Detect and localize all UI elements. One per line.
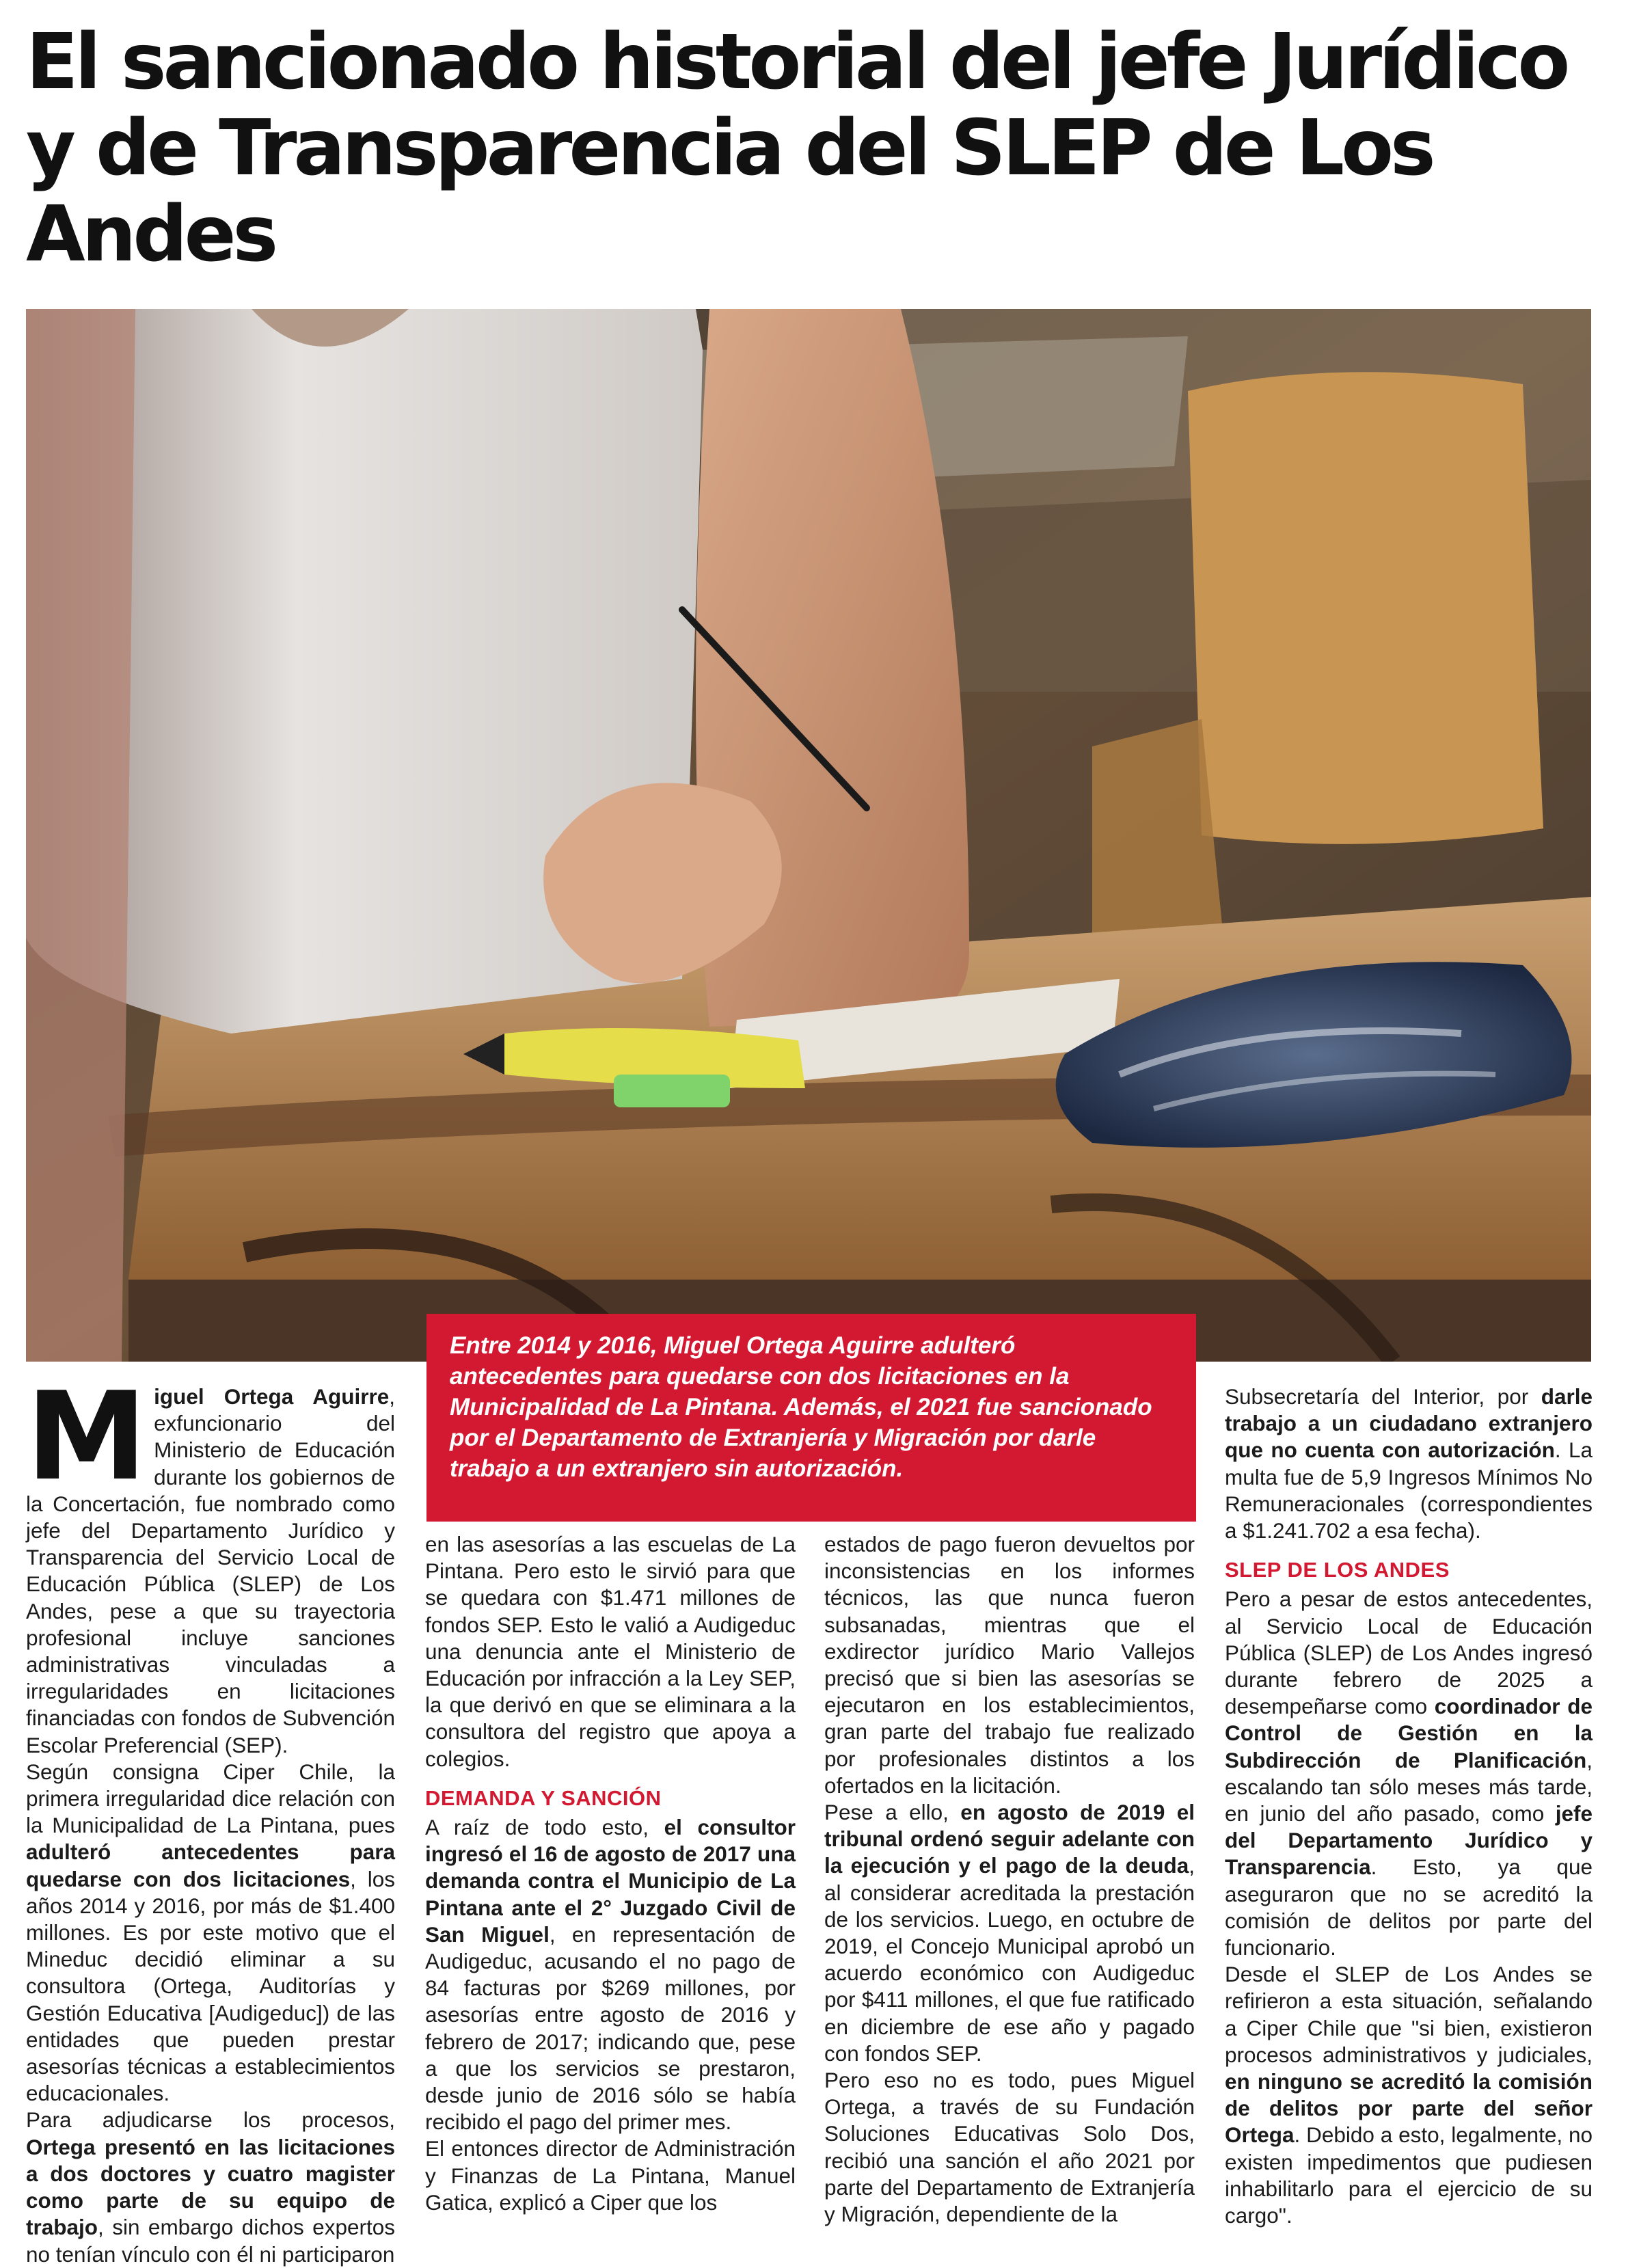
section-subhead: SLEP DE LOS ANDES (1225, 1558, 1450, 1582)
paragraph: Pero a pesar de estos antecedentes, al Servicio Local de Educación Pública (SLEP) de Los Andes ingresó durante febrero de 2025 a desempeñarse como coordinador de Control de Gestión en la Subdirección de Planificación, escalando tan sólo meses más tarde, en junio del año pasado, como jefe del Departamento Jurídico y Transparencia. Esto, ya que aseguraron que no se acreditó la comisión de delitos por parte del funcionario. (1225, 1587, 1593, 1960)
section-subhead: DEMANDA Y SANCIÓN (425, 1785, 662, 1810)
article-column-3 (824, 1531, 1195, 2228)
paragraph: estados de pago fueron devueltos por inconsistencias en los informes técnicos, las que nunca fueron subsanadas, mientras que el exdirector jurídico Mario Vallejos precisó que si bien las asesorías se ejecutaron en los establecimientos, gran parte del trabajo fue realizado por profesionales distintos a los ofertados en la licitación. (824, 1532, 1195, 1798)
lead-paragraph: Miguel Ortega Aguirre, exfuncionario del Ministerio de Educación durante los gobiernos de la Concertación, fue nombrado como jefe del Departamento Jurídico y Transparencia del Servicio Local de Educación Pública (SLEP) de Los Andes, pese a que su trayectoria profesional incluye sanciones administrativas vinculadas a irregularidades en licitaciones financiadas con fondos de Subvención Escolar Preferencial (SEP). (26, 1366, 395, 1757)
drop-cap: M (26, 1366, 144, 1507)
student-exam-photo (26, 309, 1591, 1362)
article-column-4 (1225, 1383, 1593, 2229)
paragraph: Según consigna Ciper Chile, la primera irregularidad dice relación con la Municipalidad de La Pintana, pues adulteró antecedentes para quedarse con dos licitaciones, los años 2014 y 2016, por más de $1.400 millones. Es por este motivo que el Mineduc decidió eliminar a su consultora (Ortega, Auditorías y Gestión Educativa [Audigeduc]) de las entidades que pueden prestar asesorías técnicas a establecimientos educacionales. (26, 1759, 395, 2106)
article-photo (26, 309, 1591, 1362)
paragraph: Subsecretaría del Interior, por darle trabajo a un ciudadano extranjero que no cuenta con autorización. La multa fue de 5,9 Ingresos Mínimos No Remuneracionales (correspondientes a $1.241.702 a esa fecha). (1225, 1384, 1593, 1543)
highlight-callout: Entre 2014 y 2016, Miguel Ortega Aguirre adulteró antecedentes para quedarse con dos licitaciones en la Municipalidad de La Pintana. Además, el 2021 fue sancionado por el Departamento de Extranjería y Migración por darle trabajo a un extranjero sin autorización. (426, 1314, 1196, 1522)
paragraph: Desde el SLEP de Los Andes se refirieron a esta situación, señalando a Ciper Chile que "si bien, existieron procesos administrativos y judiciales, en ninguno se acreditó la comisión de delitos por parte del señor Ortega. Debido a esto, legalmente, no existen impedimentos que pudiesen inhabilitarlo para el ejercicio de su cargo". (1225, 1962, 1593, 2228)
paragraph: en las asesorías a las escuelas de La Pintana. Pero esto le sirvió para que se quedara con $1.471 millones de fondos SEP. Esto le valió a Audigeduc una denuncia ante el Ministerio de Educación por infracción a la Ley SEP, la que derivó en que se eliminara a la consultora del registro que apoya a colegios. (425, 1532, 796, 1771)
paragraph: A raíz de todo esto, el consultor ingresó el 16 de agosto de 2017 una demanda contra el Municipio de La Pintana ante el 2° Juzgado Civil de San Miguel, en representación de Audigeduc, acusando el no pago de 84 facturas por $269 millones, por asesorías entre agosto de 2016 y febrero de 2017; indicando que, pese a que los servicios se prestaron, desde junio de 2016 sólo se había recibido el pago del primer mes. (425, 1815, 796, 2135)
paragraph: Pero eso no es todo, pues Miguel Ortega, a través de su Fundación Soluciones Educativas Solo Dos, recibió una sanción el año 2021 por parte del Departamento de Extranjería y Migración, dependiente de la (824, 2068, 1195, 2227)
article-column-1 (26, 1366, 395, 2268)
headline: El sancionado historial del jefe Jurídico y de Transparencia del SLEP de Los Andes (26, 18, 1567, 279)
paragraph: Para adjudicarse los procesos, Ortega presentó en las licitaciones a dos doctores y cuatro magister como parte de su equipo de trabajo, sin embargo dichos expertos no tenían vínculo con él ni participaron (26, 2107, 395, 2267)
article-column-2 (425, 1531, 796, 2216)
paragraph: El entonces director de Administración y Finanzas de La Pintana, Manuel Gatica, explicó a Ciper que los (425, 2136, 796, 2215)
paragraph: Pese a ello, en agosto de 2019 el tribunal ordenó seguir adelante con la ejecución y el pago de la deuda, al considerar acreditada la prestación de los servicios. Luego, en octubre de 2019, el Concejo Municipal aprobó un acuerdo económico con Audigeduc por $411 millones, el que fue ratificado en diciembre de ese año y pagado con fondos SEP. (824, 1800, 1195, 2066)
